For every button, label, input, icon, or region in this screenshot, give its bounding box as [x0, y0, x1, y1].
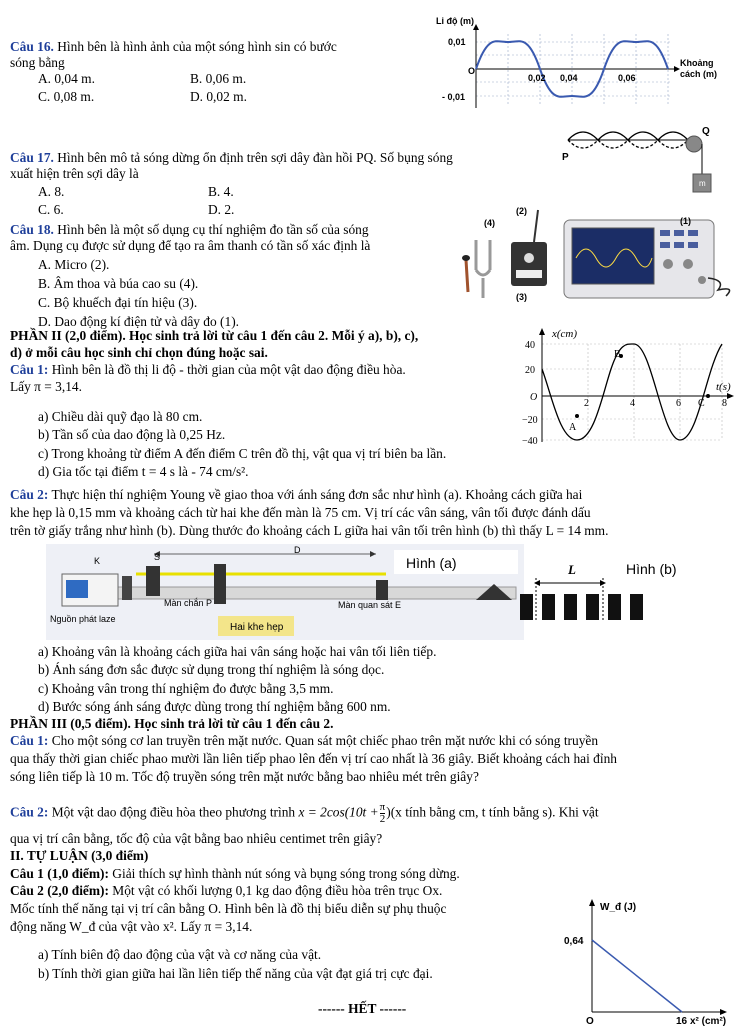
p2q2-number: Câu 2:: [10, 487, 49, 502]
q18-option-a: A. Micro (2).: [38, 257, 110, 272]
w-y-value: 0,64: [564, 936, 584, 947]
oscillation-graph: [522, 326, 737, 446]
osc-ytick-40: 40: [525, 340, 535, 351]
tuning-fork-icon: [462, 240, 490, 298]
label-2: (2): [516, 206, 527, 216]
p2q2-line1: [10, 486, 582, 503]
q16-option-b: B. 0,06 m.: [190, 71, 247, 86]
osc-xtick-4: 4: [630, 398, 635, 409]
osc-origin: O: [530, 392, 538, 403]
part2-title-2: d) ở mỗi câu học sinh chỉ chọn đúng hoặc sai.: [10, 345, 268, 360]
footer-end: ------ HẾT ------: [318, 1001, 407, 1016]
figure-b-l-label: L: [568, 562, 576, 577]
q17-option-a: A. 8.: [38, 184, 65, 199]
point-p-label: P: [562, 152, 569, 163]
p2q2-line2: khe hẹp là 0,15 mm và khoảng cách từ hai khe đến màn là 75 cm. Vị trí các vân sáng, vân tối được đánh dấu: [10, 505, 591, 520]
osc-ytick-20: 20: [525, 365, 535, 376]
t1-text: Giải thích sự hình thành nút sóng và bụng sóng trong sóng dừng.: [112, 866, 460, 881]
t1-line: [10, 865, 460, 882]
p2q1-item-b: b) Tần số của dao động là 0,25 Hz.: [38, 427, 226, 442]
label-k: K: [94, 556, 101, 566]
w-x-value: 16: [676, 1016, 688, 1026]
p2q1-number: Câu 1:: [10, 362, 49, 377]
standing-wave-q17: [558, 124, 728, 199]
label-s: S: [154, 552, 161, 562]
q17-option-b: B. 4.: [208, 184, 234, 199]
t2-line3: động năng W_đ của vật vào x². Lấy π = 3,14.: [10, 919, 253, 934]
p2q2-item-b: b) Ánh sáng đơn sắc được sử dụng trong thí nghiệm là sóng dọc.: [38, 662, 385, 677]
w-origin: O: [586, 1016, 594, 1026]
osc-ytick-m40: −40: [522, 436, 538, 447]
label-1: (1): [680, 216, 691, 226]
q17-number: Câu 17.: [10, 150, 54, 165]
p3q2-text-b: )(x tính bằng cm, t tính bằng s). Khi vật: [386, 804, 599, 820]
instruments-q18: [456, 200, 741, 308]
q17-text: Hình bên mô tả sóng dừng ổn định trên sợi dây đàn hồi PQ. Số bụng sóng: [57, 150, 453, 165]
p3q2-text-a: Một vật dao động điều hòa theo phương trình: [51, 804, 296, 820]
figure-b-title: Hình (b): [626, 561, 677, 577]
t2-number: Câu 2 (2,0 điểm):: [10, 883, 109, 898]
part2-title-1: PHẦN II (2,0 điểm). Học sinh trả lời từ câu 1 đến câu 2. Mỗi ý a), b), c),: [10, 328, 419, 343]
p2q2-item-d: d) Bước sóng ánh sáng được dùng trong thí nghiệm bằng 600 nm.: [38, 699, 391, 714]
label-d: D: [294, 545, 301, 555]
q18-number: Câu 18.: [10, 222, 54, 237]
wave-graph-q16: [436, 14, 736, 124]
osc-point-b: B: [614, 349, 621, 360]
oscilloscope-icon: [564, 220, 730, 298]
fringe-pattern-figure-b: [526, 556, 736, 622]
p3q1-text: Cho một sóng cơ lan truyền trên mặt nước. Quan sát một chiếc phao trên mặt nước khi có sóng truyền: [51, 733, 599, 748]
wave-tick-1: 0,02: [528, 73, 546, 83]
q17-option-c: C. 6.: [38, 202, 64, 217]
p3q1-line2: qua thấy thời gian chiếc phao mười lần liên tiếp phao lên đến vị trí cao nhất là 36 giây. Biết khoảng cách hai đỉnh: [10, 751, 617, 766]
wave-y-bottom: - 0,01: [442, 92, 466, 102]
t2-item-a: a) Tính biên độ dao động của vật và cơ năng của vật.: [38, 947, 322, 962]
q16-line2: sóng bằng: [10, 55, 65, 70]
t2-line2: Mốc tính thế năng tại vị trí cân bằng O. Hình bên là đồ thị biểu diễn sự phụ thuộc: [10, 901, 447, 916]
t2-line1: [10, 882, 442, 899]
t2-item-b: b) Tính thời gian giữa hai lần liên tiếp thế năng của vật đạt giá trị cực đại.: [38, 966, 433, 981]
q16-text: Hình bên là hình ảnh của một sóng hình sin có bước: [57, 39, 337, 54]
q18-option-d: D. Dao động kí điện tử và dây đo (1).: [38, 314, 240, 329]
wave-y-top: 0,01: [448, 37, 466, 47]
label-man-chan: Màn chắn P: [164, 598, 213, 608]
p3q2-fraction-den: 2: [379, 813, 386, 825]
osc-t-label: t(s): [716, 381, 731, 393]
p3q2-number: Câu 2:: [10, 804, 49, 820]
p2q1-text: Hình bên là đồ thị li độ - thời gian của một vật dao động điều hòa.: [51, 362, 406, 377]
p3q1-line1: [10, 732, 598, 749]
figure-a-title: Hình (a): [406, 555, 457, 571]
label-laze: Nguồn phát laze: [50, 614, 116, 624]
p2q1-item-a: a) Chiều dài quỹ đạo là 80 cm.: [38, 409, 203, 424]
osc-point-a: A: [569, 422, 577, 433]
osc-xtick-8: 8: [722, 398, 727, 409]
p2q1-line2: Lấy π = 3,14.: [10, 379, 82, 394]
osc-ytick-m20: −20: [522, 415, 538, 426]
young-setup-figure-a: [46, 544, 524, 640]
q17-option-d: D. 2.: [208, 202, 235, 217]
wave-x-label-2: cách (m): [680, 69, 718, 79]
osc-y-label: x(cm): [552, 328, 578, 340]
part3-title: PHẦN III (0,5 điểm). Học sinh trả lời từ câu 1 đến câu 2.: [10, 716, 334, 731]
amplifier-icon: [511, 242, 547, 286]
p2q2-item-a: a) Khoảng vân là khoảng cách giữa hai vân sáng hoặc hai vân tối liên tiếp.: [38, 644, 437, 659]
q16-number: Câu 16.: [10, 39, 54, 54]
q16-option-d: D. 0,02 m.: [190, 89, 247, 104]
p3q2-fraction: [380, 802, 386, 825]
p2q2-item-c: c) Khoảng vân trong thí nghiệm đo được bằng 3,5 mm.: [38, 681, 334, 696]
q17-line2: xuất hiện trên sợi dây là: [10, 166, 139, 181]
part4-title: II. TỰ LUẬN (3,0 điểm): [10, 848, 149, 863]
w-y-label: W_đ (J): [600, 902, 637, 913]
q17-line1: [10, 149, 453, 166]
q16-option-a: A. 0,04 m.: [38, 71, 95, 86]
p3q1-number: Câu 1:: [10, 733, 49, 748]
p3q2-line1: [10, 802, 599, 825]
wave-tick-3: 0,06: [618, 73, 636, 83]
q18-line1: [10, 221, 369, 238]
point-q-label: Q: [702, 126, 710, 137]
p2q1-item-d: d) Gia tốc tại điểm t = 4 s là - 74 cm/s².: [38, 464, 249, 479]
wave-x-label-1: Khoảng: [680, 58, 714, 68]
label-hai-khe: Hai khe hẹp: [230, 622, 284, 633]
q16-option-c: C. 0,08 m.: [38, 89, 95, 104]
kinetic-energy-graph: [562, 892, 742, 1024]
osc-xtick-6: 6: [676, 398, 681, 409]
w-x-label: x² (cm²): [690, 1016, 727, 1026]
p2q2-line3: trên tờ giấy trắng như hình (b). Dùng thước đo khoảng cách L giữa hai vân tối trên hình (b) thì thấy L = 14 mm.: [10, 523, 609, 538]
osc-xtick-2: 2: [584, 398, 589, 409]
mass-label: m: [699, 179, 706, 188]
p3q1-line3: sóng liên tiếp là 10 m. Tốc độ truyền sóng trên mặt nước bằng bao nhiêu mét trên giây?: [10, 769, 479, 784]
q18-option-c: C. Bộ khuếch đại tín hiệu (3).: [38, 295, 198, 310]
p2q2-text: Thực hiện thí nghiệm Young về giao thoa với ánh sáng đơn sắc như hình (a). Khoảng cách giữa hai: [51, 487, 583, 502]
label-4: (4): [484, 218, 495, 228]
q18-option-b: B. Âm thoa và búa cao su (4).: [38, 276, 199, 291]
p2q1-line1: [10, 361, 406, 378]
q18-line2: âm. Dụng cụ được sử dụng để tạo ra âm thanh có tần số xác định là: [10, 238, 371, 253]
p3q2-formula: x = 2cos(10t +: [298, 804, 379, 820]
p3q2-line2: qua vị trí cân bằng, tốc độ của vật bằng bao nhiêu centimet trên giây?: [10, 831, 383, 846]
wave-tick-2: 0,04: [560, 73, 578, 83]
wave-y-label: Li độ (m): [436, 16, 474, 26]
q16-line1: [10, 38, 337, 55]
wave-origin: O: [468, 66, 476, 76]
p3q2-fraction-num: π: [379, 801, 386, 813]
p2q1-item-c: c) Trong khoảng từ điểm A đến điểm C trên đồ thị, vật qua vị trí biên ba lần.: [38, 446, 447, 461]
osc-point-c: C: [698, 398, 705, 409]
t2-text: Một vật có khối lượng 0,1 kg dao động điều hòa trên trục Ox.: [112, 883, 443, 898]
q18-text: Hình bên là một số dụng cụ thí nghiệm đo tần số của sóng: [57, 222, 369, 237]
label-3: (3): [516, 292, 527, 302]
label-man-quan-sat: Màn quan sát E: [338, 600, 402, 610]
t1-number: Câu 1 (1,0 điểm):: [10, 866, 109, 881]
